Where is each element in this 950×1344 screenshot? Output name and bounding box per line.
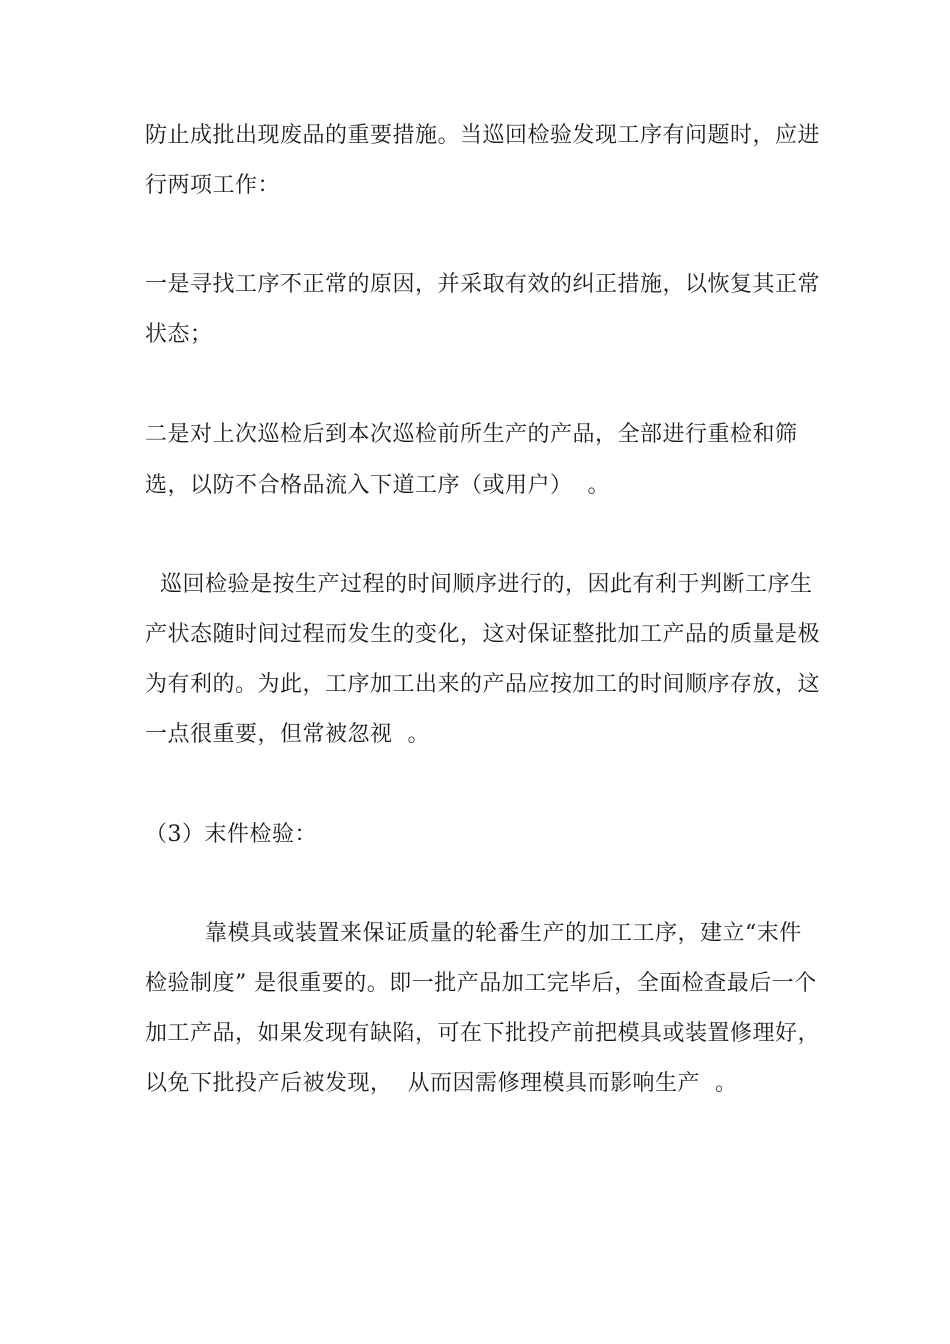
section-heading: （3）末件检验：	[145, 822, 317, 847]
text-line: 二是对上次巡检后到本次巡检前所生产的产品，全部进行重检和筛	[145, 422, 798, 447]
text-line: 选，以防不合格品流入下道工序（或用户） 。	[145, 473, 610, 498]
text-line: 行两项工作：	[145, 173, 281, 198]
text-line: 靠模具或装置来保证质量的轮番生产的加工工序，建立“末件	[145, 921, 802, 946]
text-line: 以免下批投产后被发现， 从而因需修理模具而影响生产 。	[145, 1071, 738, 1096]
text-line: 加工产品，如果发现有缺陷，可在下批投产前把模具或装置修理好，	[145, 1021, 821, 1046]
text-line: 产状态随时间过程而发生的变化，这对保证整批加工产品的质量是极	[145, 622, 821, 647]
text-line: 为有利的。为此，工序加工出来的产品应按加工的时间顺序存放，这	[145, 672, 821, 697]
text-line: 一点很重要，但常被忽视 。	[145, 722, 430, 747]
text-line: 状态；	[145, 322, 213, 347]
text-line: 巡回检验是按生产过程的时间顺序进行的，因此有利于判断工序生	[145, 572, 813, 597]
text-line: 检验制度” 是很重要的。即一批产品加工完毕后，全面检查最后一个	[145, 971, 817, 996]
text-line: 防止成批出现废品的重要措施。当巡回检验发现工序有问题时，应进	[145, 123, 821, 148]
text-line: 一是寻找工序不正常的原因，并采取有效的纠正措施，以恢复其正常	[145, 272, 821, 297]
